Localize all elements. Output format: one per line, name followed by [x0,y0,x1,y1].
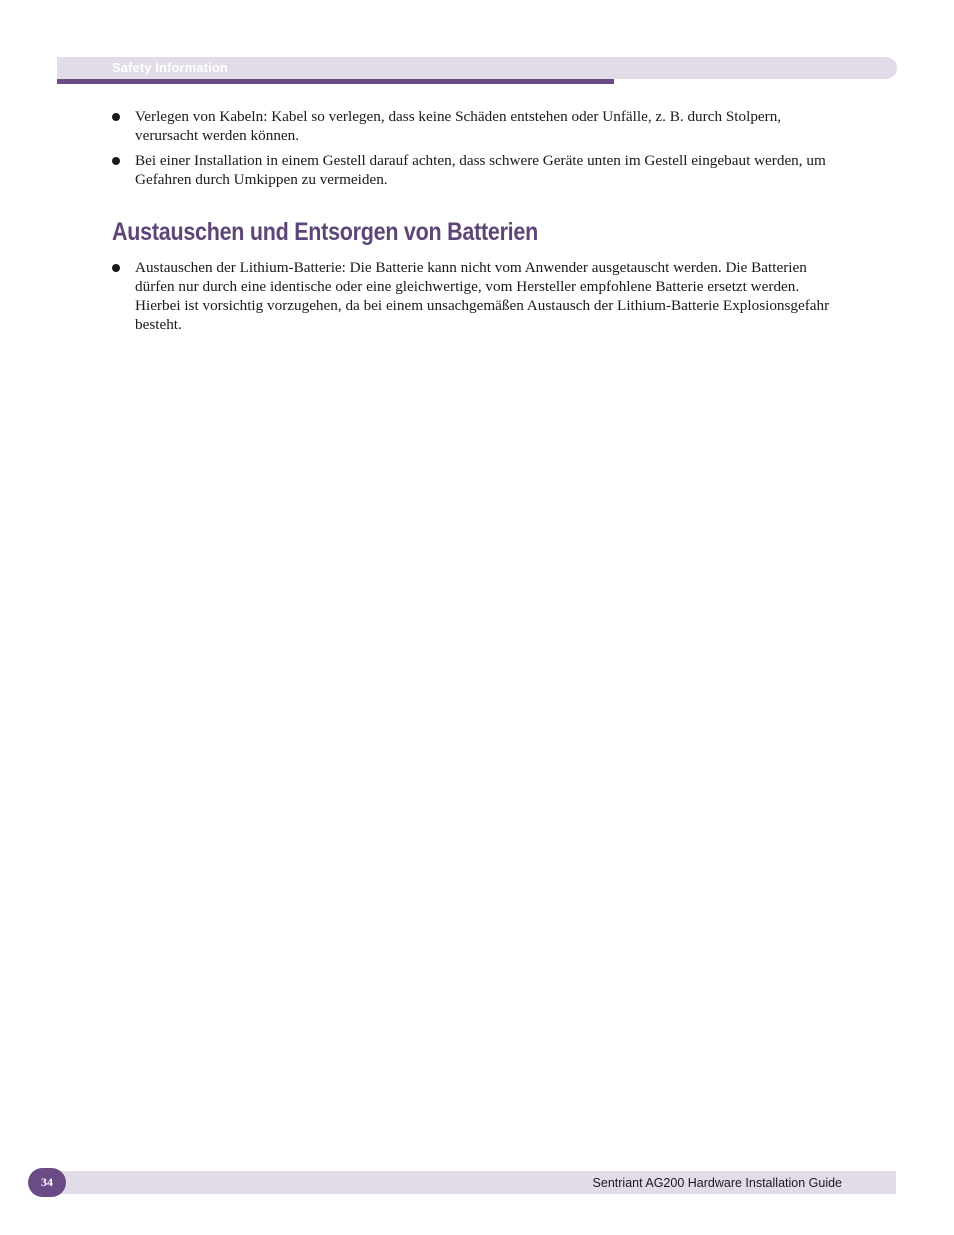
footer-doc-title: Sentriant AG200 Hardware Installation Guide [592,1176,842,1190]
bullet-list-intro [112,107,842,195]
bullet-list-batteries [112,258,842,340]
list-item [112,258,842,334]
page-number-badge: 34 [28,1168,66,1197]
header-rule [57,79,614,84]
list-item [112,107,842,145]
bullet-icon [112,157,120,165]
running-header-title: Safety Information [112,60,228,75]
list-item-text: Verlegen von Kabeln: Kabel so verlegen, dass keine Schäden entstehen oder Unfälle, z. B. durch Stolpern, verursacht werden können. [135,108,782,144]
list-item-text: Austauschen der Lithium-Batterie: Die Batterie kann nicht vom Anwender ausgetauscht werden. Die Batterien dürfen nur durch eine identische oder eine gleichwertige, vom Hersteller empfohlene Batterie ersetzt werden. Hierbei ist vorsichtig vorzugehen, da bei einem unsachgemäßen Austausch der Lithium-Batterie Explosionsgefahr besteht. [135,259,830,333]
bullet-icon [112,113,120,121]
bullet-icon [112,264,120,272]
list-item [112,151,842,189]
list-item-text: Bei einer Installation in einem Gestell darauf achten, dass schwere Geräte unten im Gestell eingebaut werden, um Gefahren durch Umkippen zu vermeiden. [135,152,826,188]
section-heading: Austauschen und Entsorgen von Batterien [112,218,538,246]
